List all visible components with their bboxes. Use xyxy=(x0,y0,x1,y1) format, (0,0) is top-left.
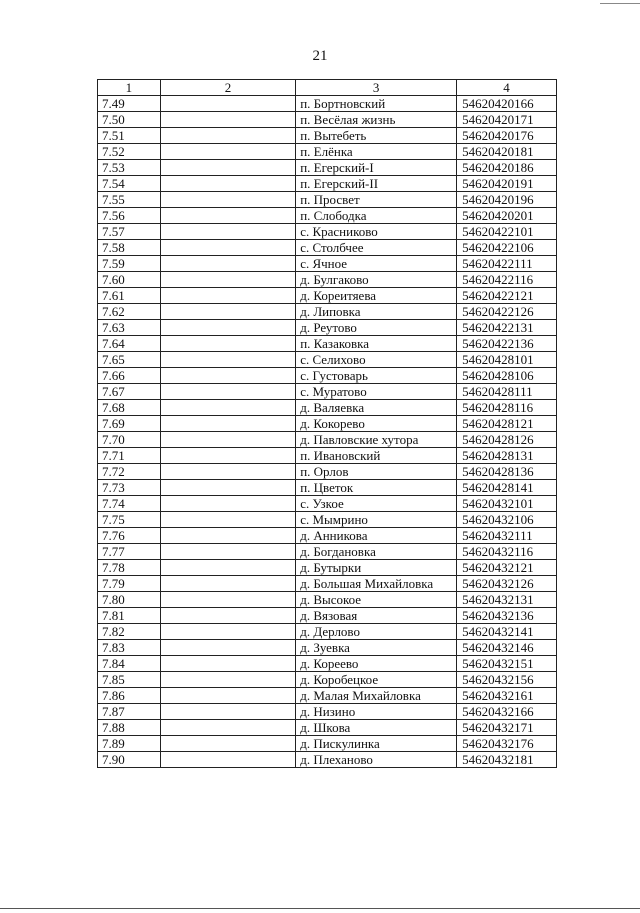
settlement-name-cell: д. Дерлово xyxy=(296,624,457,640)
row-number-cell: 7.73 xyxy=(98,480,161,496)
table-row xyxy=(98,624,557,640)
table-row xyxy=(98,512,557,528)
oktmo-code-cell: 54620432151 xyxy=(457,656,557,672)
row-number-cell: 7.50 xyxy=(98,112,161,128)
table-row xyxy=(98,304,557,320)
note-cell xyxy=(160,704,295,720)
table-row xyxy=(98,432,557,448)
row-number-cell: 7.68 xyxy=(98,400,161,416)
row-number-cell: 7.87 xyxy=(98,704,161,720)
settlement-name-cell: п. Орлов xyxy=(296,464,457,480)
row-number-cell: 7.78 xyxy=(98,560,161,576)
oktmo-code-cell: 54620432146 xyxy=(457,640,557,656)
table-row xyxy=(98,496,557,512)
note-cell xyxy=(160,240,295,256)
note-cell xyxy=(160,560,295,576)
table-row xyxy=(98,544,557,560)
oktmo-code-cell: 54620420201 xyxy=(457,208,557,224)
column-header-2: 2 xyxy=(160,80,295,96)
table-row xyxy=(98,256,557,272)
row-number-cell: 7.59 xyxy=(98,256,161,272)
note-cell xyxy=(160,352,295,368)
row-number-cell: 7.71 xyxy=(98,448,161,464)
row-number-cell: 7.62 xyxy=(98,304,161,320)
note-cell xyxy=(160,384,295,400)
note-cell xyxy=(160,160,295,176)
scan-edge-top xyxy=(600,3,640,4)
table-row xyxy=(98,208,557,224)
note-cell xyxy=(160,288,295,304)
note-cell xyxy=(160,272,295,288)
settlement-name-cell: п. Просвет xyxy=(296,192,457,208)
row-number-cell: 7.55 xyxy=(98,192,161,208)
note-cell xyxy=(160,256,295,272)
oktmo-code-cell: 54620422126 xyxy=(457,304,557,320)
oktmo-code-cell: 54620432106 xyxy=(457,512,557,528)
row-number-cell: 7.49 xyxy=(98,96,161,112)
note-cell xyxy=(160,528,295,544)
note-cell xyxy=(160,112,295,128)
table-row xyxy=(98,112,557,128)
settlement-name-cell: д. Валяевка xyxy=(296,400,457,416)
oktmo-code-cell: 54620432121 xyxy=(457,560,557,576)
row-number-cell: 7.75 xyxy=(98,512,161,528)
settlement-name-cell: п. Цветок xyxy=(296,480,457,496)
row-number-cell: 7.82 xyxy=(98,624,161,640)
oktmo-code-cell: 54620428121 xyxy=(457,416,557,432)
note-cell xyxy=(160,688,295,704)
oktmo-code-cell: 54620422131 xyxy=(457,320,557,336)
settlement-name-cell: д. Липовка xyxy=(296,304,457,320)
note-cell xyxy=(160,336,295,352)
oktmo-code-cell: 54620428126 xyxy=(457,432,557,448)
settlement-name-cell: д. Вязовая xyxy=(296,608,457,624)
table-row xyxy=(98,320,557,336)
row-number-cell: 7.63 xyxy=(98,320,161,336)
oktmo-code-cell: 54620432161 xyxy=(457,688,557,704)
note-cell xyxy=(160,368,295,384)
note-cell xyxy=(160,544,295,560)
note-cell xyxy=(160,416,295,432)
table-row xyxy=(98,368,557,384)
settlements-table xyxy=(97,79,557,768)
settlement-name-cell: д. Анникова xyxy=(296,528,457,544)
settlement-name-cell: с. Селихово xyxy=(296,352,457,368)
oktmo-code-cell: 54620420166 xyxy=(457,96,557,112)
oktmo-code-cell: 54620422111 xyxy=(457,256,557,272)
note-cell xyxy=(160,608,295,624)
settlement-name-cell: п. Егерский-II xyxy=(296,176,457,192)
row-number-cell: 7.51 xyxy=(98,128,161,144)
oktmo-code-cell: 54620428136 xyxy=(457,464,557,480)
row-number-cell: 7.76 xyxy=(98,528,161,544)
table-row xyxy=(98,176,557,192)
scan-edge-bottom xyxy=(0,908,640,909)
table-row xyxy=(98,656,557,672)
settlement-name-cell: п. Слободка xyxy=(296,208,457,224)
page-number: 21 xyxy=(312,48,328,64)
table-row xyxy=(98,672,557,688)
oktmo-code-cell: 54620432136 xyxy=(457,608,557,624)
settlement-name-cell: д. Кореево xyxy=(296,656,457,672)
table-row xyxy=(98,192,557,208)
note-cell xyxy=(160,672,295,688)
row-number-cell: 7.57 xyxy=(98,224,161,240)
row-number-cell: 7.70 xyxy=(98,432,161,448)
note-cell xyxy=(160,192,295,208)
row-number-cell: 7.84 xyxy=(98,656,161,672)
table-row xyxy=(98,464,557,480)
note-cell xyxy=(160,512,295,528)
row-number-cell: 7.60 xyxy=(98,272,161,288)
table-header-row xyxy=(98,80,557,96)
column-header-1: 1 xyxy=(98,80,161,96)
settlement-name-cell: д. Зуевка xyxy=(296,640,457,656)
note-cell xyxy=(160,576,295,592)
table-row xyxy=(98,128,557,144)
table-row xyxy=(98,576,557,592)
oktmo-code-cell: 54620422106 xyxy=(457,240,557,256)
oktmo-code-cell: 54620428111 xyxy=(457,384,557,400)
settlement-name-cell: п. Вытебеть xyxy=(296,128,457,144)
oktmo-code-cell: 54620422116 xyxy=(457,272,557,288)
row-number-cell: 7.90 xyxy=(98,752,161,768)
settlement-name-cell: д. Низино xyxy=(296,704,457,720)
table-row xyxy=(98,448,557,464)
table-row xyxy=(98,736,557,752)
settlement-name-cell: д. Пискулинка xyxy=(296,736,457,752)
row-number-cell: 7.53 xyxy=(98,160,161,176)
table-row xyxy=(98,272,557,288)
note-cell xyxy=(160,176,295,192)
row-number-cell: 7.72 xyxy=(98,464,161,480)
settlement-name-cell: д. Плеханово xyxy=(296,752,457,768)
table-row xyxy=(98,160,557,176)
row-number-cell: 7.74 xyxy=(98,496,161,512)
note-cell xyxy=(160,624,295,640)
settlement-name-cell: д. Коробецкое xyxy=(296,672,457,688)
table-row xyxy=(98,608,557,624)
table-row xyxy=(98,96,557,112)
row-number-cell: 7.89 xyxy=(98,736,161,752)
table-row xyxy=(98,752,557,768)
row-number-cell: 7.56 xyxy=(98,208,161,224)
table-row xyxy=(98,416,557,432)
settlement-name-cell: д. Высокое xyxy=(296,592,457,608)
table-body xyxy=(98,96,557,768)
oktmo-code-cell: 54620432171 xyxy=(457,720,557,736)
settlement-name-cell: д. Павловские хутора xyxy=(296,432,457,448)
table-row xyxy=(98,224,557,240)
row-number-cell: 7.85 xyxy=(98,672,161,688)
row-number-cell: 7.64 xyxy=(98,336,161,352)
settlement-name-cell: п. Егерский-I xyxy=(296,160,457,176)
settlement-name-cell: д. Большая Михайловка xyxy=(296,576,457,592)
table-row xyxy=(98,384,557,400)
settlement-name-cell: п. Казаковка xyxy=(296,336,457,352)
row-number-cell: 7.79 xyxy=(98,576,161,592)
settlement-name-cell: д. Булгаково xyxy=(296,272,457,288)
settlement-name-cell: д. Шкова xyxy=(296,720,457,736)
note-cell xyxy=(160,592,295,608)
column-header-4: 4 xyxy=(457,80,557,96)
table-row xyxy=(98,288,557,304)
oktmo-code-cell: 54620432156 xyxy=(457,672,557,688)
table-row xyxy=(98,640,557,656)
table-row xyxy=(98,144,557,160)
note-cell xyxy=(160,464,295,480)
table-row xyxy=(98,336,557,352)
settlement-name-cell: с. Муратово xyxy=(296,384,457,400)
settlement-name-cell: с. Красниково xyxy=(296,224,457,240)
settlement-name-cell: п. Бортновский xyxy=(296,96,457,112)
settlement-name-cell: д. Малая Михайловка xyxy=(296,688,457,704)
oktmo-code-cell: 54620420176 xyxy=(457,128,557,144)
oktmo-code-cell: 54620432111 xyxy=(457,528,557,544)
table-row xyxy=(98,400,557,416)
row-number-cell: 7.52 xyxy=(98,144,161,160)
row-number-cell: 7.81 xyxy=(98,608,161,624)
table-row xyxy=(98,720,557,736)
row-number-cell: 7.77 xyxy=(98,544,161,560)
note-cell xyxy=(160,752,295,768)
oktmo-code-cell: 54620432116 xyxy=(457,544,557,560)
note-cell xyxy=(160,720,295,736)
table-row xyxy=(98,480,557,496)
oktmo-code-cell: 54620428131 xyxy=(457,448,557,464)
oktmo-code-cell: 54620428101 xyxy=(457,352,557,368)
oktmo-code-cell: 54620432141 xyxy=(457,624,557,640)
settlement-name-cell: д. Богдановка xyxy=(296,544,457,560)
settlement-name-cell: с. Ячное xyxy=(296,256,457,272)
settlement-name-cell: д. Реутово xyxy=(296,320,457,336)
note-cell xyxy=(160,448,295,464)
settlement-name-cell: п. Весёлая жизнь xyxy=(296,112,457,128)
oktmo-code-cell: 54620432181 xyxy=(457,752,557,768)
note-cell xyxy=(160,480,295,496)
settlement-name-cell: с. Узкое xyxy=(296,496,457,512)
note-cell xyxy=(160,208,295,224)
oktmo-code-cell: 54620422136 xyxy=(457,336,557,352)
row-number-cell: 7.54 xyxy=(98,176,161,192)
oktmo-code-cell: 54620420181 xyxy=(457,144,557,160)
table-row xyxy=(98,240,557,256)
settlement-name-cell: д. Кореитяева xyxy=(296,288,457,304)
settlement-name-cell: с. Мымрино xyxy=(296,512,457,528)
note-cell xyxy=(160,320,295,336)
oktmo-code-cell: 54620428116 xyxy=(457,400,557,416)
note-cell xyxy=(160,400,295,416)
oktmo-code-cell: 54620432126 xyxy=(457,576,557,592)
note-cell xyxy=(160,304,295,320)
row-number-cell: 7.66 xyxy=(98,368,161,384)
settlement-name-cell: д. Бутырки xyxy=(296,560,457,576)
row-number-cell: 7.88 xyxy=(98,720,161,736)
settlement-name-cell: п. Елёнка xyxy=(296,144,457,160)
row-number-cell: 7.67 xyxy=(98,384,161,400)
row-number-cell: 7.61 xyxy=(98,288,161,304)
oktmo-code-cell: 54620422121 xyxy=(457,288,557,304)
oktmo-code-cell: 54620432101 xyxy=(457,496,557,512)
oktmo-code-cell: 54620432176 xyxy=(457,736,557,752)
note-cell xyxy=(160,96,295,112)
row-number-cell: 7.65 xyxy=(98,352,161,368)
row-number-cell: 7.58 xyxy=(98,240,161,256)
oktmo-code-cell: 54620420186 xyxy=(457,160,557,176)
settlement-name-cell: с. Столбчее xyxy=(296,240,457,256)
oktmo-code-cell: 54620432131 xyxy=(457,592,557,608)
table-row xyxy=(98,352,557,368)
settlement-name-cell: д. Кокорево xyxy=(296,416,457,432)
table-row xyxy=(98,704,557,720)
row-number-cell: 7.83 xyxy=(98,640,161,656)
column-header-3: 3 xyxy=(296,80,457,96)
note-cell xyxy=(160,640,295,656)
note-cell xyxy=(160,432,295,448)
note-cell xyxy=(160,656,295,672)
settlement-name-cell: с. Густоварь xyxy=(296,368,457,384)
note-cell xyxy=(160,128,295,144)
oktmo-code-cell: 54620422101 xyxy=(457,224,557,240)
note-cell xyxy=(160,144,295,160)
table-row xyxy=(98,560,557,576)
oktmo-code-cell: 54620428141 xyxy=(457,480,557,496)
note-cell xyxy=(160,496,295,512)
oktmo-code-cell: 54620428106 xyxy=(457,368,557,384)
note-cell xyxy=(160,224,295,240)
row-number-cell: 7.86 xyxy=(98,688,161,704)
row-number-cell: 7.69 xyxy=(98,416,161,432)
table-row xyxy=(98,528,557,544)
table-row xyxy=(98,688,557,704)
oktmo-code-cell: 54620420191 xyxy=(457,176,557,192)
oktmo-code-cell: 54620432166 xyxy=(457,704,557,720)
table-row xyxy=(98,592,557,608)
oktmo-code-cell: 54620420171 xyxy=(457,112,557,128)
note-cell xyxy=(160,736,295,752)
oktmo-code-cell: 54620420196 xyxy=(457,192,557,208)
settlement-name-cell: п. Ивановский xyxy=(296,448,457,464)
row-number-cell: 7.80 xyxy=(98,592,161,608)
